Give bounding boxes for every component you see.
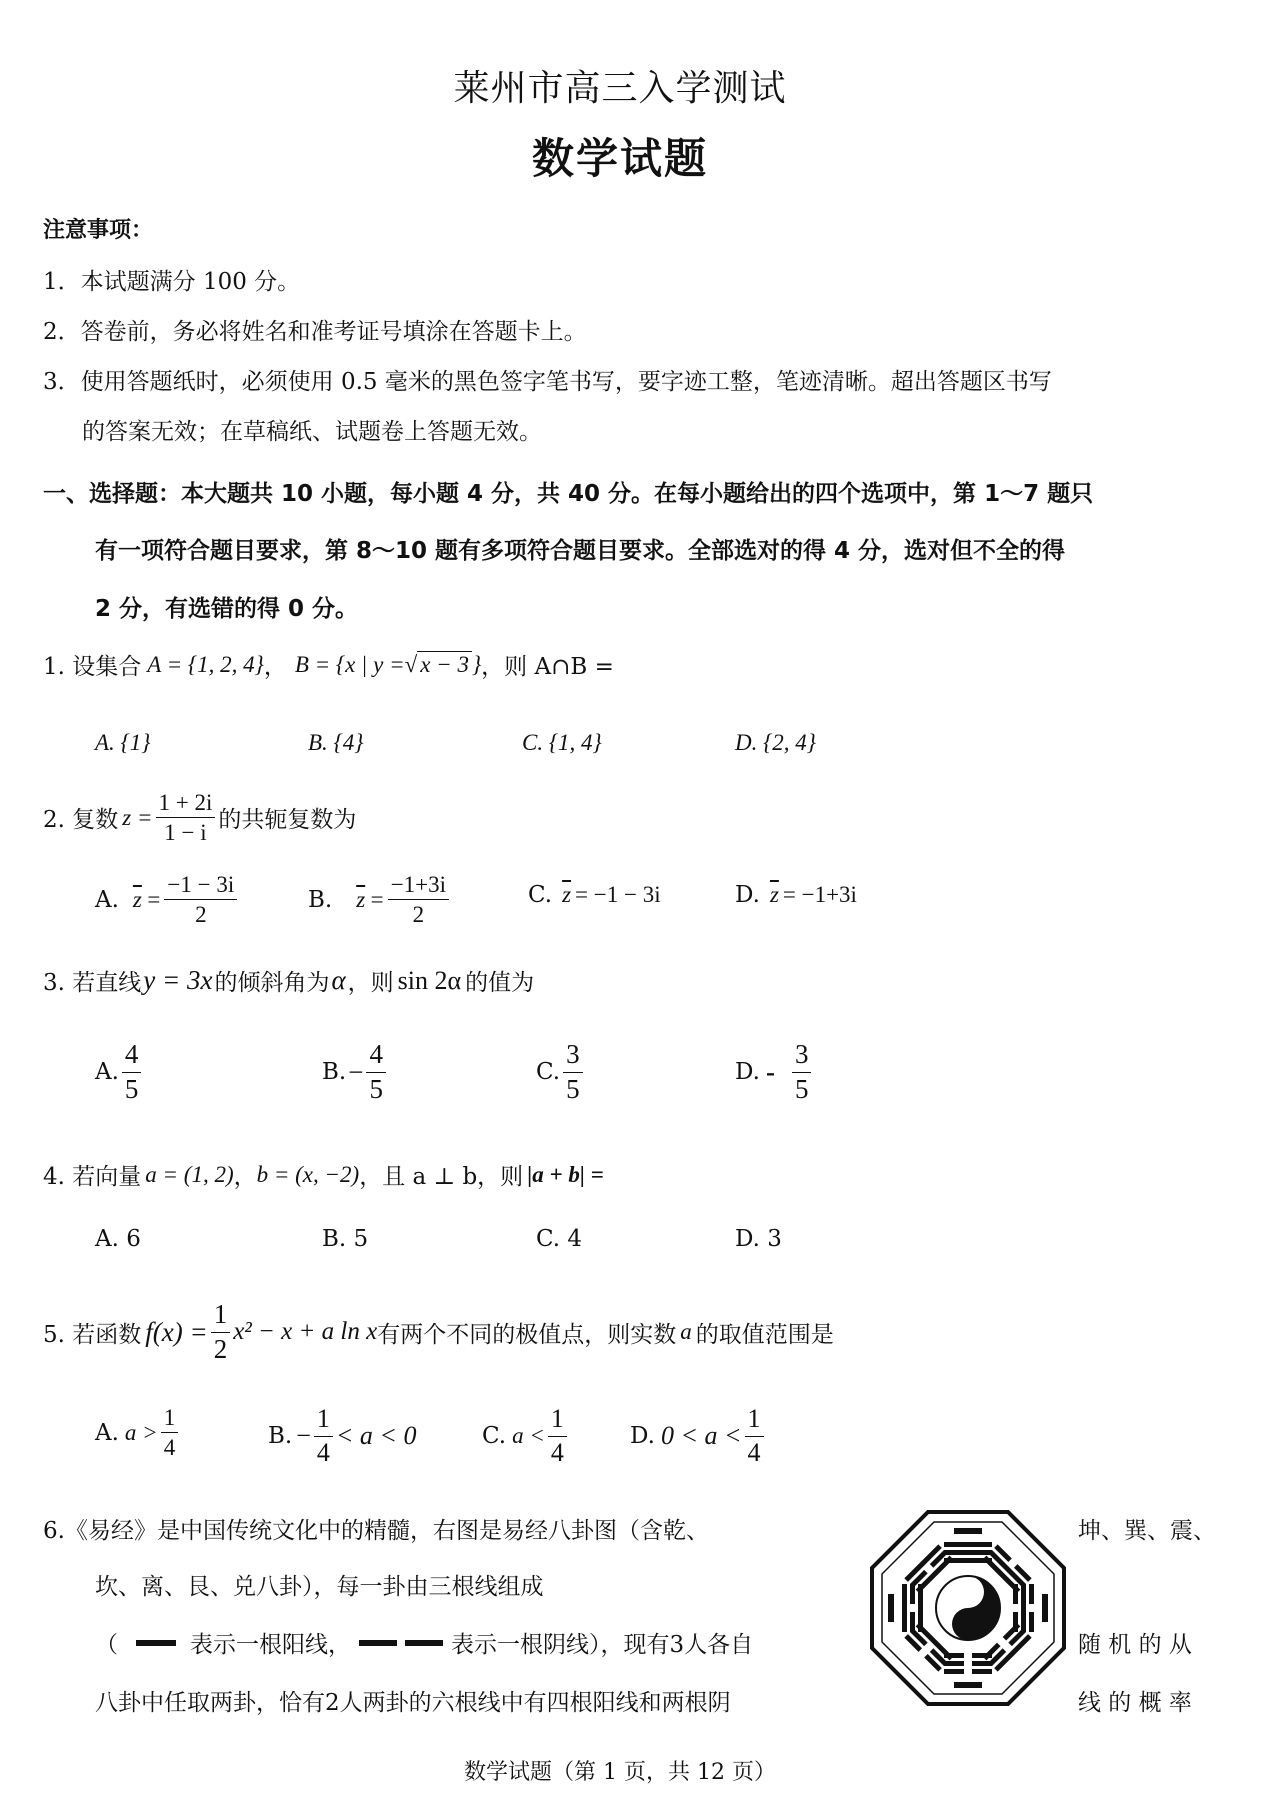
q6-yang-text: 表示一根阳线，	[190, 1632, 351, 1658]
q2-denominator: 1 − i	[164, 820, 207, 846]
q5-option-d[interactable]	[630, 1405, 767, 1467]
question-1	[43, 648, 614, 681]
q2-option-a[interactable]	[95, 872, 240, 928]
q5-option-b-den: 4	[316, 1437, 330, 1467]
q3-option-b[interactable]	[322, 1040, 389, 1104]
note-item-2: 2．答卷前，务必将姓名和准考证号填涂在答题卡上。	[43, 319, 587, 345]
q2-option-d-zbar: $\overline{z}$	[769, 882, 779, 907]
q6-line-4-right: 线 的 概 率	[1078, 1690, 1192, 1716]
q4-abs-expression: |a + b| =	[527, 1161, 604, 1187]
q3-option-c-num: 3	[563, 1040, 583, 1073]
q2-prefix: 2. 复数	[43, 807, 119, 834]
q5-option-c-pre: a <	[512, 1423, 545, 1449]
q1-option-c[interactable]: C. {1, 4}	[522, 730, 602, 755]
q4-option-b[interactable]: B. 5	[322, 1226, 369, 1252]
q3-option-a-label: A.	[95, 1059, 119, 1086]
question-2	[43, 790, 356, 846]
q3-option-a[interactable]	[95, 1040, 144, 1104]
section1-line-1: 一、选择题：本大题共 10 小题，每小题 4 分，共 40 分。在每小题给出的四个选项中，第 1～7 题只	[43, 481, 1094, 507]
q3-option-a-num: 4	[122, 1040, 142, 1073]
q1-option-d[interactable]: D. {2, 4}	[735, 730, 817, 755]
q5-option-b-num: 1	[314, 1405, 333, 1437]
q2-option-d-label: D.	[735, 882, 760, 908]
q2-option-c-label: C.	[528, 882, 553, 908]
q5-option-a-label: A.	[95, 1419, 119, 1446]
q5-coef-den: 2	[213, 1333, 228, 1364]
q2-numerator: 1 + 2i	[156, 790, 216, 818]
q3-option-d-num: 3	[792, 1040, 812, 1073]
q4-option-c[interactable]: C. 4	[536, 1226, 583, 1252]
note-item-3: 3．使用答题纸时，必须使用 0.5 毫米的黑色签字笔书写，要字迹工整，笔迹清晰。超出答题区书写	[43, 369, 1052, 395]
q5-option-c-den: 4	[550, 1437, 564, 1467]
q5-text-1: 5. 若函数	[43, 1321, 142, 1348]
q1-set-b-right: }	[471, 651, 482, 677]
q6-yin-text: 表示一根阴线），现有3人各自	[451, 1632, 754, 1658]
q4-vector-b: b = (x, −2)	[256, 1161, 360, 1187]
question-5	[43, 1300, 834, 1364]
q3-option-b-sign: −	[348, 1056, 364, 1087]
q5-option-b-pre: −	[296, 1421, 311, 1451]
q4-vector-a: a = (1, 2)	[145, 1161, 234, 1187]
q6-line-3	[95, 1626, 753, 1659]
q5-text-3: 的取值范围是	[695, 1321, 834, 1348]
q5-option-d-label: D.	[630, 1423, 655, 1450]
q5-expression: x² − x + a ln x	[233, 1318, 378, 1346]
q2-option-b-zbar: $\overline{z}$	[356, 886, 366, 912]
q5-option-a-pre: a >	[124, 1419, 158, 1445]
q3-option-d-label: D.	[735, 1059, 760, 1086]
q5-option-d-den: 4	[747, 1437, 761, 1467]
q5-option-b-post: < a < 0	[335, 1421, 417, 1451]
q3-option-c-label: C.	[536, 1059, 561, 1086]
q3-option-a-den: 5	[124, 1073, 139, 1104]
q5-function: f(x) =	[145, 1316, 208, 1347]
q4-sep: ，	[233, 1164, 257, 1190]
q5-option-b-label: B.	[268, 1423, 293, 1450]
q2-option-b-den: 2	[412, 902, 425, 928]
q3-text-4: 的值为	[465, 970, 535, 996]
section1-line-3: 2 分，有选错的得 0 分。	[95, 596, 359, 622]
q3-text-2: 的倾斜角为	[214, 970, 330, 996]
q1-tail: ，则 A∩B =	[481, 654, 614, 680]
q5-param-a: a	[680, 1319, 692, 1345]
q3-option-d-sign: -	[765, 1056, 775, 1087]
q1-set-a: A = {1, 2, 4}	[147, 651, 264, 677]
q5-option-d-pre: 0 < a <	[660, 1421, 742, 1451]
q3-option-c[interactable]	[536, 1040, 586, 1104]
q1-sqrt-sign: √	[404, 651, 418, 677]
q2-option-c[interactable]	[528, 882, 661, 908]
q1-set-b-radicand: x − 3	[417, 651, 472, 678]
q3-option-c-den: 5	[566, 1073, 580, 1104]
q5-option-c[interactable]	[482, 1405, 570, 1467]
page-footer: 数学试题（第 1 页，共 12 页）	[464, 1760, 776, 1785]
q2-option-a-eq: =	[145, 886, 162, 912]
q5-option-a[interactable]	[95, 1405, 181, 1461]
q2-option-c-zbar: $\overline{z}$	[562, 882, 572, 907]
q4-text: 4. 若向量	[43, 1164, 142, 1190]
q2-fraction	[156, 790, 216, 846]
notes-title: 注意事项：	[43, 218, 154, 243]
q6-line-1: 6.《易经》是中国传统文化中的精髓，右图是易经八卦图（含乾、	[43, 1518, 709, 1544]
q5-coef-num: 1	[211, 1300, 231, 1333]
q5-option-a-num: 1	[161, 1405, 179, 1433]
q2-option-a-label: A.	[95, 886, 119, 913]
q4-condition: ，且 a ⊥ b，则	[359, 1164, 524, 1190]
q2-option-c-value: = −1 − 3i	[575, 882, 661, 907]
q3-option-d-den: 5	[794, 1073, 809, 1104]
q2-option-b-label: B.	[308, 886, 333, 913]
q5-option-c-label: C.	[482, 1423, 507, 1450]
q5-option-a-den: 4	[163, 1435, 176, 1461]
exam-subject-title: 数学试题	[531, 134, 708, 183]
q5-option-d-num: 1	[745, 1405, 764, 1437]
q3-option-d[interactable]	[735, 1040, 814, 1104]
q2-option-a-den: 2	[195, 902, 207, 928]
q4-option-a[interactable]: A. 6	[95, 1226, 141, 1252]
q2-option-b-eq: =	[369, 886, 385, 912]
q6-paren-open: （	[95, 1632, 118, 1658]
q1-set-b-left: B = {x | y =	[294, 651, 405, 677]
bagua-diagram-icon	[868, 1508, 1068, 1708]
q2-option-d[interactable]	[735, 882, 857, 908]
q2-option-b[interactable]	[308, 872, 452, 928]
q2-z: z =	[122, 804, 153, 830]
q6-line-4: 八卦中任取两卦，恰有2人两卦的六根线中有四根阳线和两根阴	[95, 1690, 731, 1716]
q5-option-c-num: 1	[548, 1405, 567, 1437]
q3-option-b-den: 5	[369, 1073, 383, 1104]
question-3	[43, 964, 534, 997]
q3-alpha: α	[331, 965, 346, 995]
q6-line-2: 坎、离、艮、兑八卦），每一卦由三根线组成	[95, 1574, 544, 1600]
yang-line-icon	[136, 1640, 176, 1646]
q1-prefix: 1. 设集合	[43, 654, 142, 680]
q1-option-a[interactable]: A. {1}	[95, 730, 151, 755]
q6-line-1-right: 坤、巽、震、	[1078, 1518, 1216, 1544]
q4-option-d[interactable]: D. 3	[735, 1226, 782, 1252]
note-item-1: 1．本试题满分 100 分。	[43, 269, 301, 295]
exam-school-title: 莱州市高三入学测试	[453, 68, 787, 109]
q2-option-a-num: −1 − 3i	[164, 872, 237, 900]
note-item-3-cont: 的答案无效；在草稿纸、试题卷上答题无效。	[82, 419, 542, 445]
q2-option-d-value: = −1+3i	[782, 882, 857, 907]
q5-option-b[interactable]	[268, 1405, 416, 1467]
q1-sep: ，	[263, 654, 287, 680]
yin-line-icon	[359, 1640, 443, 1646]
q3-expression: sin 2α	[397, 965, 462, 995]
q3-text-3: ，则	[347, 970, 394, 996]
q2-option-a-zbar: $\overline{z}$	[132, 886, 142, 912]
q5-text-2: 有两个不同的极值点，则实数	[377, 1321, 677, 1348]
section1-line-2: 有一项符合题目要求，第 8～10 题有多项符合题目要求。全部选对的得 4 分，选对但不全的得	[95, 538, 1066, 564]
q3-line-equation: y = 3x	[143, 965, 213, 995]
q2-option-b-num: −1+3i	[388, 872, 449, 900]
q3-text-1: 3. 若直线	[43, 970, 142, 996]
q1-option-b[interactable]: B. {4}	[308, 730, 364, 755]
question-4	[43, 1158, 604, 1191]
q3-option-b-num: 4	[366, 1040, 386, 1073]
q6-line-3-right: 随 机 的 从	[1078, 1632, 1192, 1658]
q3-option-b-label: B.	[322, 1059, 347, 1086]
q2-tail: 的共轭复数为	[218, 807, 357, 834]
